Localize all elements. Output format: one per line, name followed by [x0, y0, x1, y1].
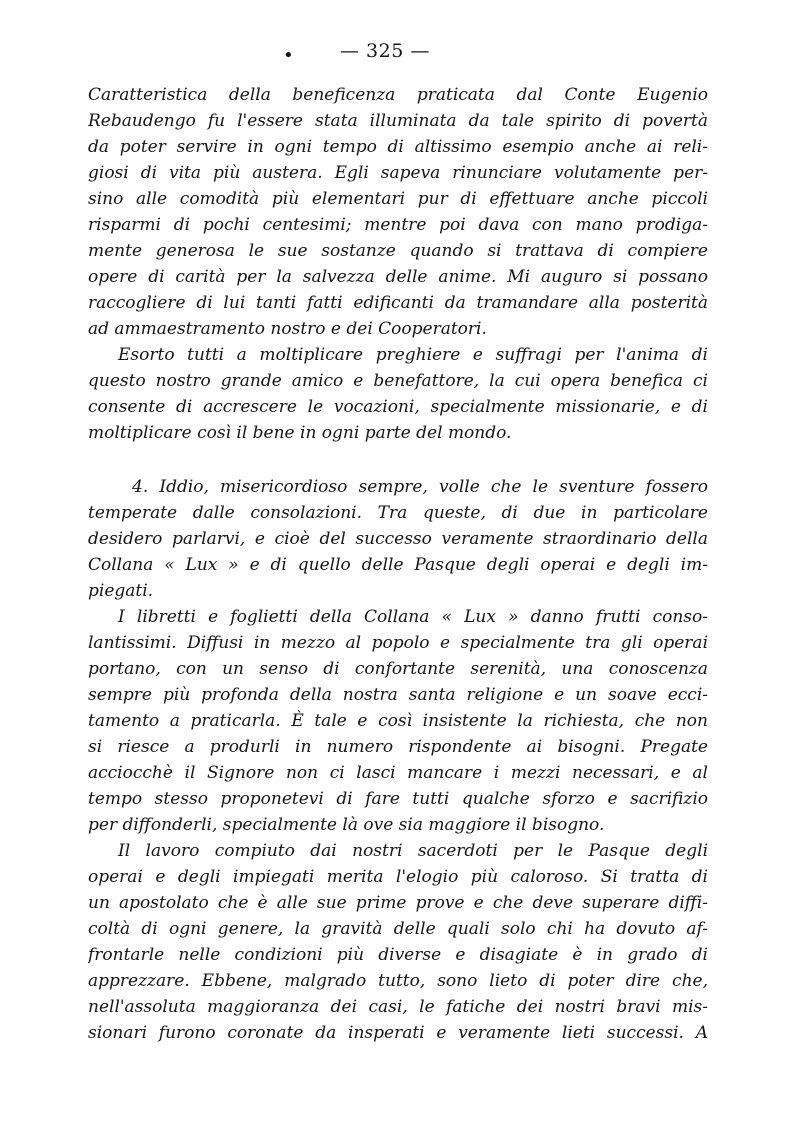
- text-line: 4. Iddio, misericordioso sempre, volle che le sventure fossero: [132, 477, 708, 497]
- text-line: mente generosa le sue sostanze quando si trattava di compiere: [88, 241, 708, 261]
- text-line: da poter servire in ogni tempo di altissimo esempio anche ai reli-: [88, 137, 708, 157]
- text-line: Rebaudengo fu l'essere stata illuminata da tale spirito di povertà: [88, 111, 708, 131]
- text-line: moltiplicare così il bene in ogni parte del mondo.: [88, 423, 512, 443]
- text-line: consente di accrescere le vocazioni, specialmente missionarie, e di: [88, 397, 708, 417]
- text-line: Il lavoro compiuto dai nostri sacerdoti per le Pasque degli: [118, 841, 708, 861]
- text-line: lantissimi. Diffusi in mezzo al popolo e specialmente tra gli operai: [88, 633, 708, 653]
- page-number: — 325 —: [340, 40, 430, 62]
- text-line: apprezzare. Ebbene, malgrado tutto, sono lieto di poter dire che,: [88, 971, 708, 991]
- text-line: nell'assoluta maggioranza dei casi, le fatiche dei nostri bravi mis-: [88, 997, 708, 1017]
- text-line: frontarle nelle condizioni più diverse e disagiate è in grado di: [88, 945, 708, 965]
- header-dot: •: [283, 45, 294, 66]
- text-line: sionari furono coronate da insperati e veramente lieti successi. A: [88, 1023, 708, 1043]
- page-header: [0, 38, 793, 66]
- body-text: [88, 82, 708, 1046]
- text-line: ad ammaestramento nostro e dei Cooperatori.: [88, 319, 487, 339]
- text-line: giosi di vita più austera. Egli sapeva rinunciare volutamente per-: [88, 163, 708, 183]
- text-line: risparmi di pochi centesimi; mentre poi dava con mano prodiga-: [88, 215, 708, 235]
- text-line: desidero parlarvi, e cioè del successo veramente straordinario della: [88, 529, 708, 549]
- text-line: sino alle comodità più elementari pur di effettuare anche piccoli: [88, 189, 708, 209]
- text-line: Collana « Lux » e di quello delle Pasque degli operai e degli im-: [88, 555, 708, 575]
- text-line: portano, con un senso di confortante serenità, una conoscenza: [88, 659, 708, 679]
- text-line: per diffonderli, specialmente là ove sia maggiore il bisogno.: [88, 815, 605, 835]
- text-line: sempre più profonda della nostra santa religione e un soave ecci-: [88, 685, 708, 705]
- text-line: si riesce a produrli in numero rispondente ai bisogni. Pregate: [88, 737, 708, 757]
- text-line: tempo stesso proponetevi di fare tutti qualche sforzo e sacrifizio: [88, 789, 708, 809]
- text-line: Esorto tutti a moltiplicare preghiere e suffragi per l'anima di: [118, 345, 708, 365]
- text-line: coltà di ogni genere, la gravità delle quali solo chi ha dovuto af-: [88, 919, 708, 939]
- text-line: tamento a praticarla. È tale e così insistente la richiesta, che non: [88, 711, 708, 731]
- text-line: I libretti e foglietti della Collana « Lux » danno frutti conso-: [118, 607, 708, 627]
- text-line: temperate dalle consolazioni. Tra queste, di due in particolare: [88, 503, 708, 523]
- text-line: acciocchè il Signore non ci lasci mancare i mezzi necessari, e al: [88, 763, 708, 783]
- text-line: Caratteristica della beneficenza praticata dal Conte Eugenio: [88, 85, 708, 105]
- text-line: questo nostro grande amico e benefattore, la cui opera benefica ci: [88, 371, 708, 391]
- paragraph-gap: [88, 446, 708, 474]
- text-line: piegati.: [88, 581, 154, 601]
- text-line: operai e degli impiegati merita l'elogio più caloroso. Si tratta di: [88, 867, 708, 887]
- text-line: un apostolato che è alle sue prime prove e che deve superare diffi-: [88, 893, 708, 913]
- text-line: raccogliere di lui tanti fatti edificanti da tramandare alla posterità: [88, 293, 708, 313]
- text-line: opere di carità per la salvezza delle anime. Mi auguro si possano: [88, 267, 708, 287]
